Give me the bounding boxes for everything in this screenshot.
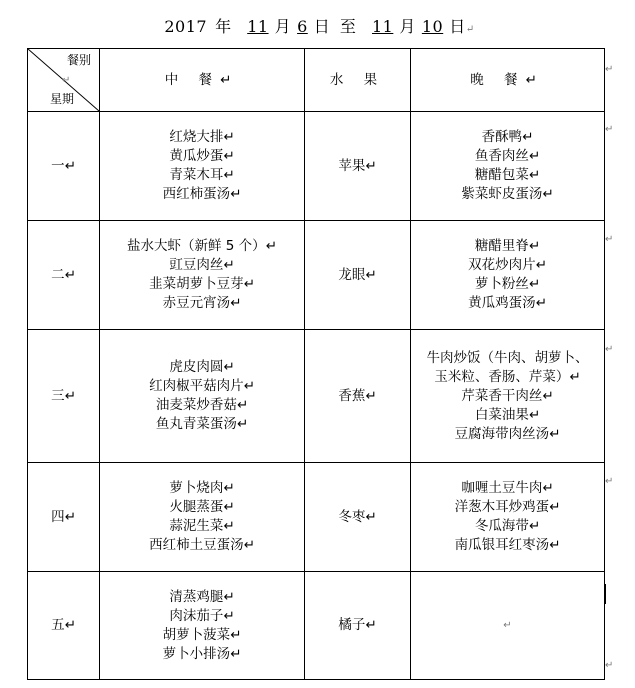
fruit-cell: 冬枣↵ (305, 463, 411, 572)
title-month-unit-1: 月 (274, 17, 292, 36)
fruit-cell: 苹果↵ (305, 112, 411, 221)
title-paragraph-mark: ↵ (465, 24, 475, 35)
weekly-menu-table (27, 48, 605, 680)
weekday-cell: 四↵ (28, 463, 100, 572)
dish: 火腿蒸蛋↵ (169, 499, 235, 515)
dinner-cell (411, 221, 605, 330)
dish: 油麦菜炒香菇↵ (155, 397, 249, 413)
empty-paragraph-mark: ↵ (503, 620, 512, 631)
header-lunch: 中 餐↵ (100, 49, 305, 112)
title-end-day: 10 (421, 17, 444, 36)
dish: 鱼香肉丝↵ (474, 148, 541, 164)
row-end-mark: ↵ (605, 476, 614, 487)
dish: 韭菜胡萝卜豆芽↵ (149, 276, 255, 292)
dish: 黄瓜炒蛋↵ (169, 148, 235, 164)
dish: 紫菜虾皮蛋汤↵ (461, 186, 554, 202)
row-end-mark: ↵ (605, 64, 614, 75)
dinner-cell (411, 572, 605, 680)
dish: 红肉椒平菇肉片↵ (149, 378, 255, 394)
dish: 赤豆元宵汤↵ (162, 295, 242, 311)
dish: 白菜油果↵ (474, 406, 541, 423)
dish: 豆腐海带肉丝汤↵ (454, 425, 561, 442)
dish: 清蒸鸡腿↵ (169, 588, 235, 605)
table-row (28, 463, 605, 572)
dish: 西红柿蛋汤↵ (162, 186, 242, 202)
fruit-cell: 龙眼↵ (305, 221, 411, 330)
weekday-cell: 三↵ (28, 330, 100, 463)
header-fruit: 水 果 (305, 49, 411, 112)
dish: 糖醋包菜↵ (474, 167, 541, 183)
dish: 咖喱土豆牛肉↵ (461, 480, 554, 496)
row-end-mark: ↵ (605, 124, 614, 135)
fruit-cell: 香蕉↵ (305, 330, 411, 463)
dish: 萝卜烧肉↵ (169, 480, 235, 496)
dish: 萝卜粉丝↵ (474, 276, 541, 292)
corner-paragraph-mark: ↵ (62, 75, 71, 86)
dish: 豇豆肉丝↵ (169, 257, 235, 273)
row-end-mark: ↵ (605, 660, 614, 671)
dish: 南瓜银耳红枣汤↵ (454, 537, 561, 553)
title-end-month: 11 (371, 17, 394, 36)
dish: 黄瓜鸡蛋汤↵ (468, 295, 547, 311)
lunch-cell (100, 221, 305, 330)
dinner-cell (411, 330, 605, 463)
dinner-cell (411, 463, 605, 572)
table-row (28, 112, 605, 221)
header-row (28, 49, 605, 112)
dish: 西红柿土豆蛋汤↵ (149, 537, 255, 553)
title-month-unit-2: 月 (399, 17, 416, 36)
title-to: 至 (339, 17, 357, 36)
dish: 虎皮肉圆↵ (169, 359, 235, 375)
dish: 双花炒肉片↵ (468, 257, 547, 273)
weekday-cell: 五↵ (28, 572, 100, 680)
header-dinner: 晚 餐↵ (411, 49, 605, 112)
dish: 胡萝卜菠菜↵ (162, 626, 242, 643)
corner-meal-label: 餐别 (66, 53, 91, 67)
dish: 糖醋里脊↵ (474, 238, 541, 254)
dish: 牛肉炒饭（牛肉、胡萝卜、 (426, 349, 589, 366)
document-title (0, 14, 635, 37)
lunch-cell (100, 572, 305, 680)
title-day-unit-1: 日 (313, 17, 331, 36)
lunch-cell (100, 112, 305, 221)
corner-header-cell (28, 49, 100, 112)
title-year-unit: 年 (215, 17, 232, 36)
title-year: 2017 (164, 17, 208, 36)
corner-weekday-label: 星期 (50, 92, 75, 106)
row-end-mark: ↵ (605, 234, 614, 245)
row-end-mark: ↵ (605, 344, 614, 355)
dish: 冬瓜海带↵ (474, 518, 541, 534)
dinner-cell (411, 112, 605, 221)
dish: 盐水大虾（新鲜 5 个）↵ (127, 238, 277, 254)
dish: 鱼丸青菜蛋汤↵ (155, 416, 249, 432)
fruit-cell: 橘子↵ (305, 572, 411, 680)
title-day-unit-2: 日 (449, 17, 466, 36)
weekday-cell: 二↵ (28, 221, 100, 330)
title-start-month: 11 (247, 17, 269, 36)
dish: 萝卜小排汤↵ (162, 645, 242, 662)
dish: 洋葱木耳炒鸡蛋↵ (454, 499, 561, 515)
table-row (28, 330, 605, 463)
dish: 玉米粒、香肠、芹菜）↵ (434, 368, 581, 385)
text-cursor (604, 584, 606, 604)
table-row (28, 221, 605, 330)
dish: 肉沫茄子↵ (169, 607, 235, 624)
dish: 蒜泥生菜↵ (169, 518, 235, 534)
weekday-cell: 一↵ (28, 112, 100, 221)
table-row (28, 572, 605, 680)
title-start-day: 6 (297, 17, 308, 36)
dish: 青菜木耳↵ (169, 167, 235, 183)
dish: 红烧大排↵ (169, 129, 235, 145)
dish: 芹菜香干肉丝↵ (461, 387, 554, 404)
lunch-cell (100, 463, 305, 572)
lunch-cell (100, 330, 305, 463)
dish: 香酥鸭↵ (481, 129, 534, 145)
